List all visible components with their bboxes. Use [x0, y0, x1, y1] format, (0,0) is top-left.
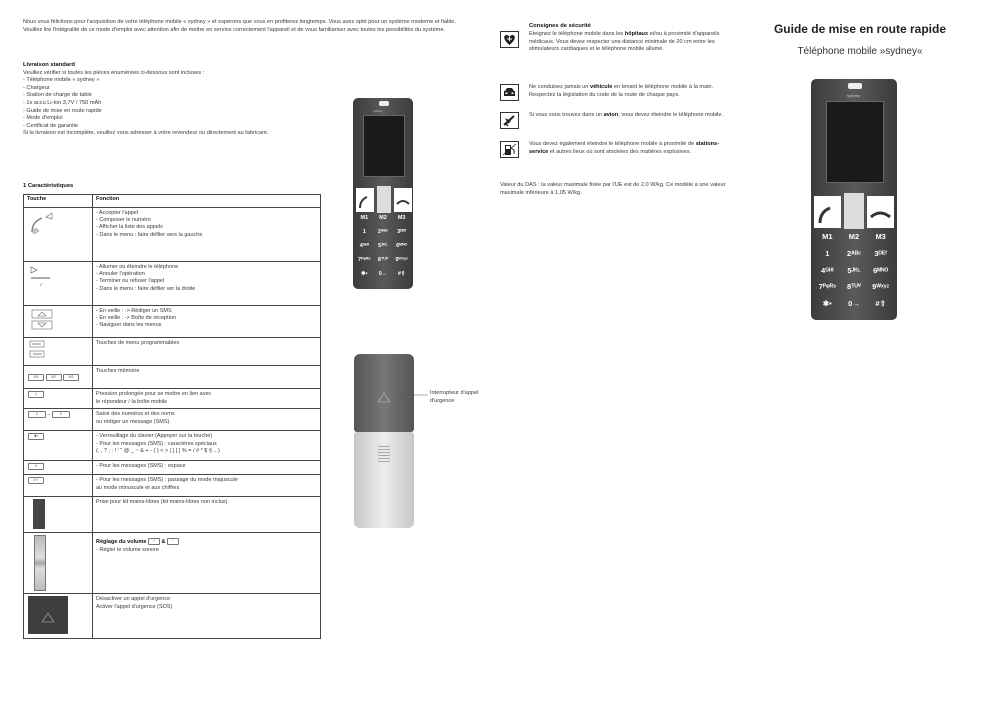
- key-one: 1: [28, 391, 44, 398]
- call-key-icon: [24, 208, 93, 262]
- phone-nav-pad: [844, 193, 864, 229]
- function-line: - Naviguer dans les menus: [96, 322, 162, 329]
- table-row: [24, 461, 321, 475]
- function-line: Prise pour kit mains-libres (kit mains-libres non inclus): [96, 499, 228, 506]
- key-1: 1: [825, 248, 830, 258]
- function-line: - Composer le numéro: [96, 217, 151, 224]
- phone-brand: sydney: [847, 93, 860, 98]
- delivery-line: - 1x accu Li-Ion 3,7V / 750 mAh: [23, 99, 102, 106]
- features-heading: 1 Caractéristiques: [23, 183, 74, 189]
- das-text: Valeur du DAS : la valeur maximale fixée par l'UE est de 2,0 W/kg. Ce modèle a une valeur maximale inférieure à 1,05 W/kg.: [500, 182, 726, 196]
- table-row: [24, 431, 321, 461]
- key-2: 2ᴬᴮᶜ: [846, 248, 862, 258]
- headset-jack-icon: [24, 497, 93, 533]
- key-3: 3ᴰᴱᶠ: [397, 229, 407, 235]
- function-line: (. , ? ; : ! ' " @ _ ~ & + - ( ) < > | ] [ ] % = / # * $ § ...): [96, 447, 220, 454]
- number-keys-icon: [24, 409, 93, 431]
- safety-bold: véhicule: [589, 84, 613, 90]
- function-line: - Accepter l'appel: [96, 210, 139, 216]
- safety-text-part: et autres lieux où sont stockées des matières explosives.: [548, 148, 692, 155]
- phone-call-key: [356, 188, 374, 212]
- delivery-heading: Livraison standard: [23, 62, 75, 68]
- key-3: 3ᴰᴱᶠ: [874, 248, 887, 258]
- delivery-line: Veuillez vérifier si toutes les pièces énumérées ci-dessous sont incluses :: [23, 69, 205, 76]
- function-line: - Pour les messages (SMS) : passage du mode majuscule: [96, 477, 238, 484]
- hash-key-icon: [24, 475, 93, 497]
- safety-text-part: et/ou à proximité d'appareils médicaux. Vous devez respecter une distance minimale de 20 cm entre les stimulateurs cardiaques et le téléphone mobile allumé.: [529, 31, 720, 53]
- table-row: [24, 208, 321, 262]
- delivery-line: - Téléphone mobile « sydney »: [23, 77, 100, 84]
- safety-text: [529, 112, 732, 120]
- column-header-key: Touche: [24, 195, 93, 208]
- table-row: [24, 409, 321, 431]
- emergency-switch-icon: [24, 594, 93, 639]
- volume-plus-key: +: [148, 538, 160, 545]
- table-row: [24, 497, 321, 533]
- m1-key: M1: [28, 374, 44, 381]
- phone-keypad: [355, 215, 411, 285]
- phone-nav-pad: [377, 186, 391, 213]
- safety-heading: Consignes de sécurité: [529, 23, 591, 29]
- safety-text: [529, 141, 732, 156]
- safety-text-part: Si vous vous trouvez dans un: [529, 112, 604, 118]
- key-8: 8ᵀᵁⱽ: [847, 282, 861, 292]
- function-line: - En veille : -> Boîte de réception: [96, 315, 176, 322]
- key-zero: 0: [28, 411, 46, 418]
- phone-keypad: [814, 232, 894, 316]
- key-0: 0→: [848, 299, 860, 309]
- table-row: [24, 306, 321, 338]
- function-line: Pression prolongée pour se mettre en lien avec: [96, 391, 212, 398]
- key-6: 6ᴹᴺᴼ: [873, 265, 889, 275]
- nav-keys-icon: [24, 306, 93, 338]
- guide-title: Guide de mise en route rapide: [773, 22, 947, 36]
- key-5: 5ᴶᴷᴸ: [378, 243, 388, 249]
- volume-amp: &: [161, 539, 166, 546]
- plane-icon: [500, 112, 519, 129]
- key-star: ✱•: [361, 271, 368, 277]
- range-dash: –: [47, 412, 51, 419]
- phone-large-image: [811, 79, 897, 320]
- safety-bold: avion: [603, 112, 619, 118]
- delivery-line: - Mode d'emploi: [23, 115, 63, 122]
- space-key-icon: [24, 461, 93, 475]
- key-5: 5ᴶᴷᴸ: [847, 265, 861, 275]
- function-line: - Dans le menu : faire défiler vers la gauche: [96, 231, 203, 238]
- table-row: [24, 389, 321, 409]
- key-hash: #⇧: [397, 271, 406, 277]
- delivery-line: - Guide de mise en route rapide: [23, 107, 102, 114]
- m2-key: M2: [46, 374, 62, 381]
- memory-keys-icon: [24, 366, 93, 389]
- function-line: - Pour les messages (SMS) : espace: [96, 463, 186, 470]
- features-table: [23, 194, 321, 639]
- table-row: [24, 366, 321, 389]
- key-7: 7ᴾᵠᴿˢ: [818, 282, 836, 292]
- safety-bold: stations-service: [529, 141, 719, 155]
- function-line: - Régler le volume sonore: [96, 546, 159, 553]
- function-line: - En veille : -> Rédiger un SMS: [96, 308, 172, 314]
- phone-end-key: [867, 196, 894, 228]
- safety-text: [529, 31, 732, 54]
- emergency-label: [430, 389, 510, 405]
- key-7: 7ᴾᵠᴿˢ: [358, 257, 371, 263]
- key-6: 6ᴹᴺᴼ: [396, 243, 408, 249]
- key-9: 9ᵂˣʸᶻ: [395, 257, 408, 263]
- phone-call-key: [814, 196, 841, 228]
- star-key-icon: [24, 431, 93, 461]
- menu-keys-icon: [24, 338, 93, 366]
- function-line: - Pour les messages (SMS) : caractères spéciaux: [96, 440, 217, 447]
- safety-item-vehicle: [500, 84, 732, 104]
- delivery-section: [23, 62, 333, 138]
- emergency-label-line: Interrupteur d'appel: [430, 390, 479, 396]
- column-header-function: Fonction: [93, 195, 321, 208]
- function-line: Touches mémoire: [96, 368, 140, 375]
- volume-title: Réglage du volume: [96, 539, 147, 546]
- phone-back-lower: [354, 432, 414, 528]
- key-hash: #⇧: [875, 299, 886, 309]
- function-line: Saisir des numéros et des noms: [96, 411, 175, 418]
- function-line: - Afficher la liste des appels: [96, 224, 163, 231]
- key-2: 2ᴬᴮᶜ: [377, 229, 389, 235]
- phone-screen: [826, 101, 884, 183]
- earpiece: [379, 101, 389, 106]
- key-m3: M3: [397, 215, 406, 221]
- function-line: ou rédiger un message (SMS).: [96, 418, 171, 425]
- delivery-line: - Station de charge de table: [23, 92, 92, 99]
- safety-text-part: en tenant le téléphone mobile à la main. Respectez la législation du code de la route de chaque pays.: [529, 84, 714, 98]
- table-row: [24, 475, 321, 497]
- safety-item-gas-station: [500, 141, 732, 171]
- function-line: Activer l'appel d'urgence (SOS): [96, 603, 173, 610]
- key-star: ✱•: [822, 299, 832, 309]
- function-line: - Terminer ou refuser l'appel: [96, 278, 165, 285]
- key-9: 9ᵂˣʸᶻ: [872, 282, 890, 292]
- guide-subtitle: Téléphone mobile »sydney«: [797, 46, 923, 57]
- function-line: Désactiver un appel d'urgence: [96, 596, 171, 603]
- phone-brand: sydney: [373, 109, 383, 113]
- delivery-line: - Chargeur: [23, 84, 50, 91]
- delivery-line: Si la livraison est incomplète, veuillez vous adresser à votre revendeur ou directement au fabricant.: [23, 130, 269, 137]
- safety-item-plane: [500, 112, 732, 132]
- key-0: 0→: [378, 271, 388, 277]
- key-m1: M1: [360, 215, 369, 221]
- safety-text-part: , vous devez éteindre le téléphone mobile.: [618, 112, 724, 118]
- volume-minus-key: −: [167, 538, 179, 545]
- key-m3: M3: [875, 232, 886, 241]
- phone-end-key: [394, 188, 412, 212]
- function-line: Touches de menu programmables: [96, 340, 180, 347]
- key-4: 4ᴳᴴᴵ: [821, 265, 834, 275]
- safety-bold: hôpitaux: [624, 31, 649, 37]
- function-line: le répondeur / la boîte mobile: [96, 398, 168, 405]
- speaker-grille: [378, 446, 390, 464]
- function-line: au mode minuscule et aux chiffres: [96, 484, 180, 491]
- volume-keys-icon: [24, 533, 93, 594]
- emergency-label-line: d'urgence: [430, 398, 455, 404]
- key-m2: M2: [379, 215, 387, 221]
- function-line: - Allumer ou éteindre le téléphone: [96, 264, 179, 270]
- volume-title-line: [96, 538, 317, 546]
- emergency-pointer-line: [395, 390, 430, 400]
- phone-front-image: [353, 98, 413, 289]
- gas-station-icon: [500, 141, 519, 158]
- key-star: ✱•: [28, 433, 44, 440]
- voicemail-key-icon: [24, 389, 93, 409]
- table-row: [24, 594, 321, 639]
- safety-text: [529, 84, 732, 99]
- key-m1: M1: [822, 232, 833, 241]
- key-8: 8ᵀᵁⱽ: [377, 257, 389, 263]
- safety-text-part: Vous devez également éteindre le téléphone mobile à proximité de: [529, 141, 696, 147]
- table-row: [24, 338, 321, 366]
- phone-screen: [363, 115, 405, 177]
- intro-paragraph: Nous vous félicitons pour l'acquisition de votre téléphone mobile « sydney » et espérons que vous en profiterez longtemps. Vous avez opté pour un système moderne et fiable. Veuillez lire l'intégralité de ce mode d'emploi avec attention afin de mettre en service correctement l'appareil et de vous familiariser avec toutes les possibilités du système.: [23, 19, 456, 33]
- end-key-icon: [24, 262, 93, 306]
- earpiece: [848, 83, 862, 89]
- safety-text-part: Eteignez le téléphone mobile dans les: [529, 31, 625, 37]
- key-4: 4ᴳᴴᴵ: [359, 243, 369, 249]
- key-hash: #⇧: [28, 477, 44, 484]
- m3-key: M3: [63, 374, 79, 381]
- key-space: 0: [28, 463, 44, 470]
- key-m2: M2: [848, 232, 860, 241]
- key-1: 1: [362, 229, 366, 235]
- delivery-line: - Certificat de garantie: [23, 122, 79, 129]
- table-row: [24, 533, 321, 594]
- heart-icon: [500, 31, 519, 48]
- function-line: - Dans le menu : faire défiler ver la droite: [96, 285, 196, 292]
- key-nine: 9: [52, 411, 70, 418]
- safety-item-hospital: [500, 31, 732, 71]
- function-line: - Annuler l'opération: [96, 271, 145, 278]
- function-line: - Verrouillage du clavier (Appuyer sur la touche): [96, 433, 213, 440]
- safety-text-part: Ne conduisez jamais un: [529, 84, 590, 90]
- table-row: [24, 262, 321, 306]
- car-icon: [500, 84, 519, 101]
